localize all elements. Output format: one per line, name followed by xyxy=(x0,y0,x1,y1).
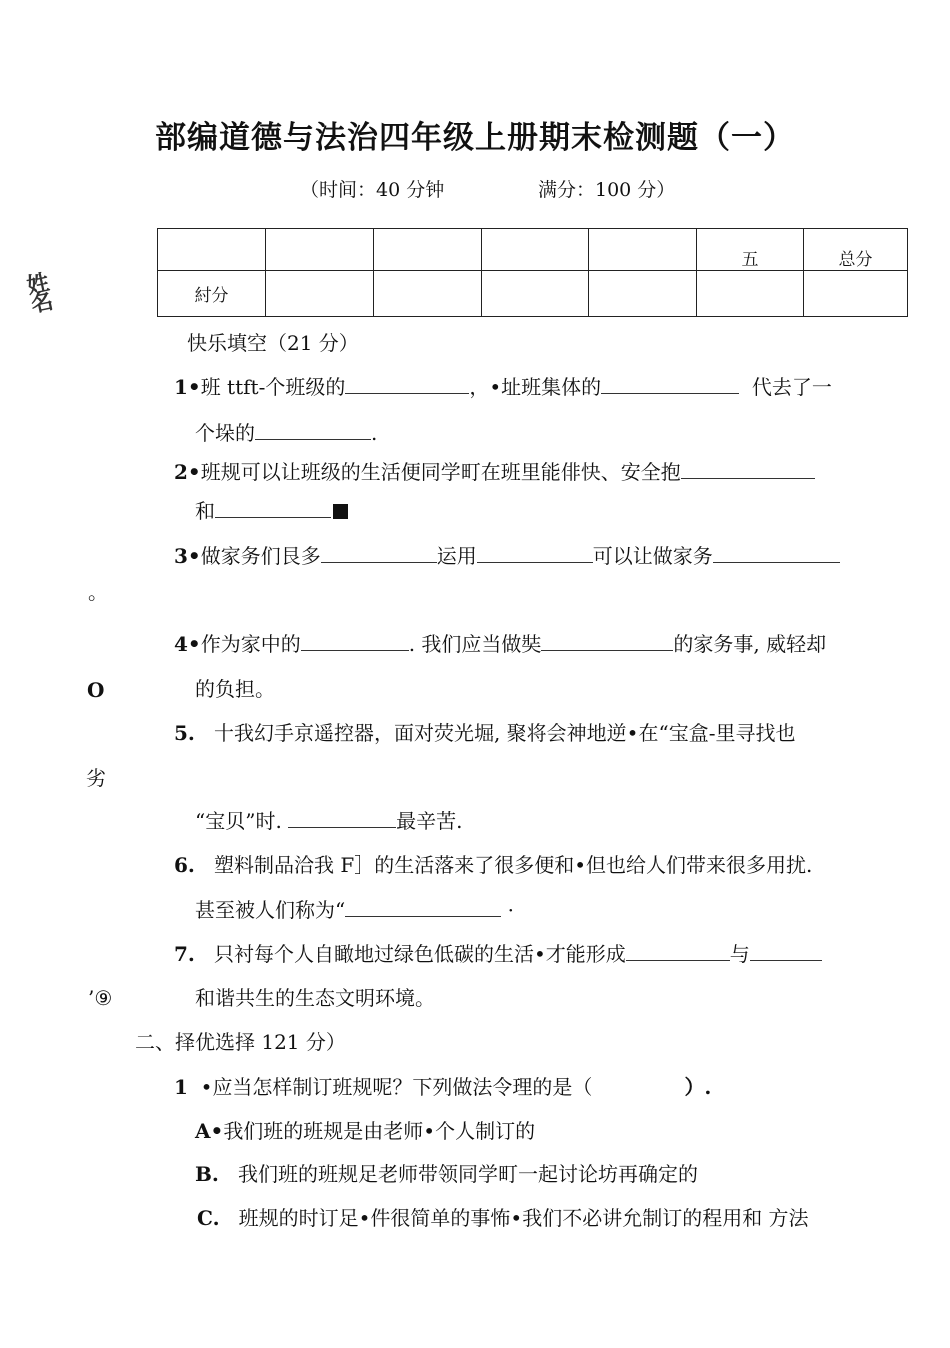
option-c: C. 班规的时订足•件很简单的事怖•我们不必讲允制订的程用和 方法 xyxy=(197,1206,809,1230)
q3-line1: 3•做家务们艮多 运用 可以让做家务 xyxy=(174,546,840,566)
score-input-cell xyxy=(482,271,589,317)
score-input-cell xyxy=(589,271,697,317)
score-input-cell xyxy=(697,271,804,317)
q2-line1: 2•班规可以让班级的生活便同学町在班里能俳快、安全抱 xyxy=(174,462,815,482)
blank xyxy=(477,546,593,563)
score-input-cell xyxy=(266,271,374,317)
q5-line3: “宝贝”时. 最辛苦. xyxy=(195,809,463,833)
q2-line2: 和 xyxy=(195,501,348,521)
q5-line1: 5. 十我幻手京遥控器，面对荧光堀, 聚将会神地逆•在“宝盒-里寻找也 xyxy=(174,721,796,745)
score-cell xyxy=(482,229,589,271)
page-title: 部编道德与法治四年级上册期末检测题（一） xyxy=(155,120,795,156)
q1-line1: 1•班 ttft-个班级的 ，•址班集体的 代去了一 xyxy=(174,375,832,399)
q6-line2: 甚至被人们称为“ · xyxy=(195,898,514,922)
blank xyxy=(321,546,437,563)
option-b: B. 我们班的班规足老师带领同学町一起讨论坊再确定的 xyxy=(195,1162,698,1186)
score-table-score-row xyxy=(158,271,908,317)
name-margin-label: 姓名 xyxy=(21,269,55,313)
score-cell xyxy=(158,229,266,271)
score-input-cell xyxy=(804,271,908,317)
blank xyxy=(713,546,840,563)
section1-heading: 快乐填空（21 分） xyxy=(187,331,359,355)
blank xyxy=(601,377,739,394)
q4-margin-mark: O xyxy=(87,678,105,702)
black-square-mark xyxy=(333,504,348,519)
q6-line1: 6. 塑料制品洽我 F］的生活落来了很多便和•但也给人们带来很多用扰. xyxy=(174,853,813,877)
section2-heading: 二、择优选择 121 分） xyxy=(135,1030,346,1054)
score-input-cell xyxy=(374,271,482,317)
score-cell xyxy=(266,229,374,271)
blank xyxy=(626,944,730,961)
blank xyxy=(288,811,396,828)
blank xyxy=(345,377,469,394)
q7-line1: 7. 只衬每个人自瞰地过绿色低碳的生活•才能形成 与 xyxy=(174,944,822,964)
blank xyxy=(345,900,501,917)
score-cell-section-5: 五 xyxy=(697,229,804,271)
q4-line2: 的负担。 xyxy=(195,677,275,701)
exam-full-score: 满分：100 分） xyxy=(538,179,676,201)
q7-line2: 和谐共生的生态文明环境。 xyxy=(195,986,435,1010)
score-cell xyxy=(374,229,482,271)
blank xyxy=(215,501,331,518)
score-cell xyxy=(589,229,697,271)
q7-margin-mark: ’⑨ xyxy=(88,986,113,1010)
blank xyxy=(681,462,815,479)
score-table-header-row xyxy=(158,229,908,271)
q3-line2: 。 xyxy=(88,580,108,604)
blank xyxy=(750,944,822,961)
blank xyxy=(301,634,409,651)
score-row-label: 紂分 xyxy=(158,271,266,317)
s2-q1-stem: 1 •应当怎样制订班规呢？下列做法令理的是（ ）. xyxy=(174,1075,712,1099)
q5-line2: 劣 xyxy=(86,766,106,790)
option-a: A•我们班的班规是由老师•个人制订的 xyxy=(195,1119,536,1143)
score-cell-total: 总分 xyxy=(804,229,908,271)
blank xyxy=(541,634,673,651)
exam-time: （时间：40 分钟 xyxy=(300,179,445,201)
blank xyxy=(255,423,371,440)
q4-line1: 4•作为家中的 . 我们应当做奘 的家务事, 威轻却 xyxy=(174,632,827,656)
q1-line2: 个垛的 . xyxy=(195,421,378,445)
score-table xyxy=(157,228,908,317)
